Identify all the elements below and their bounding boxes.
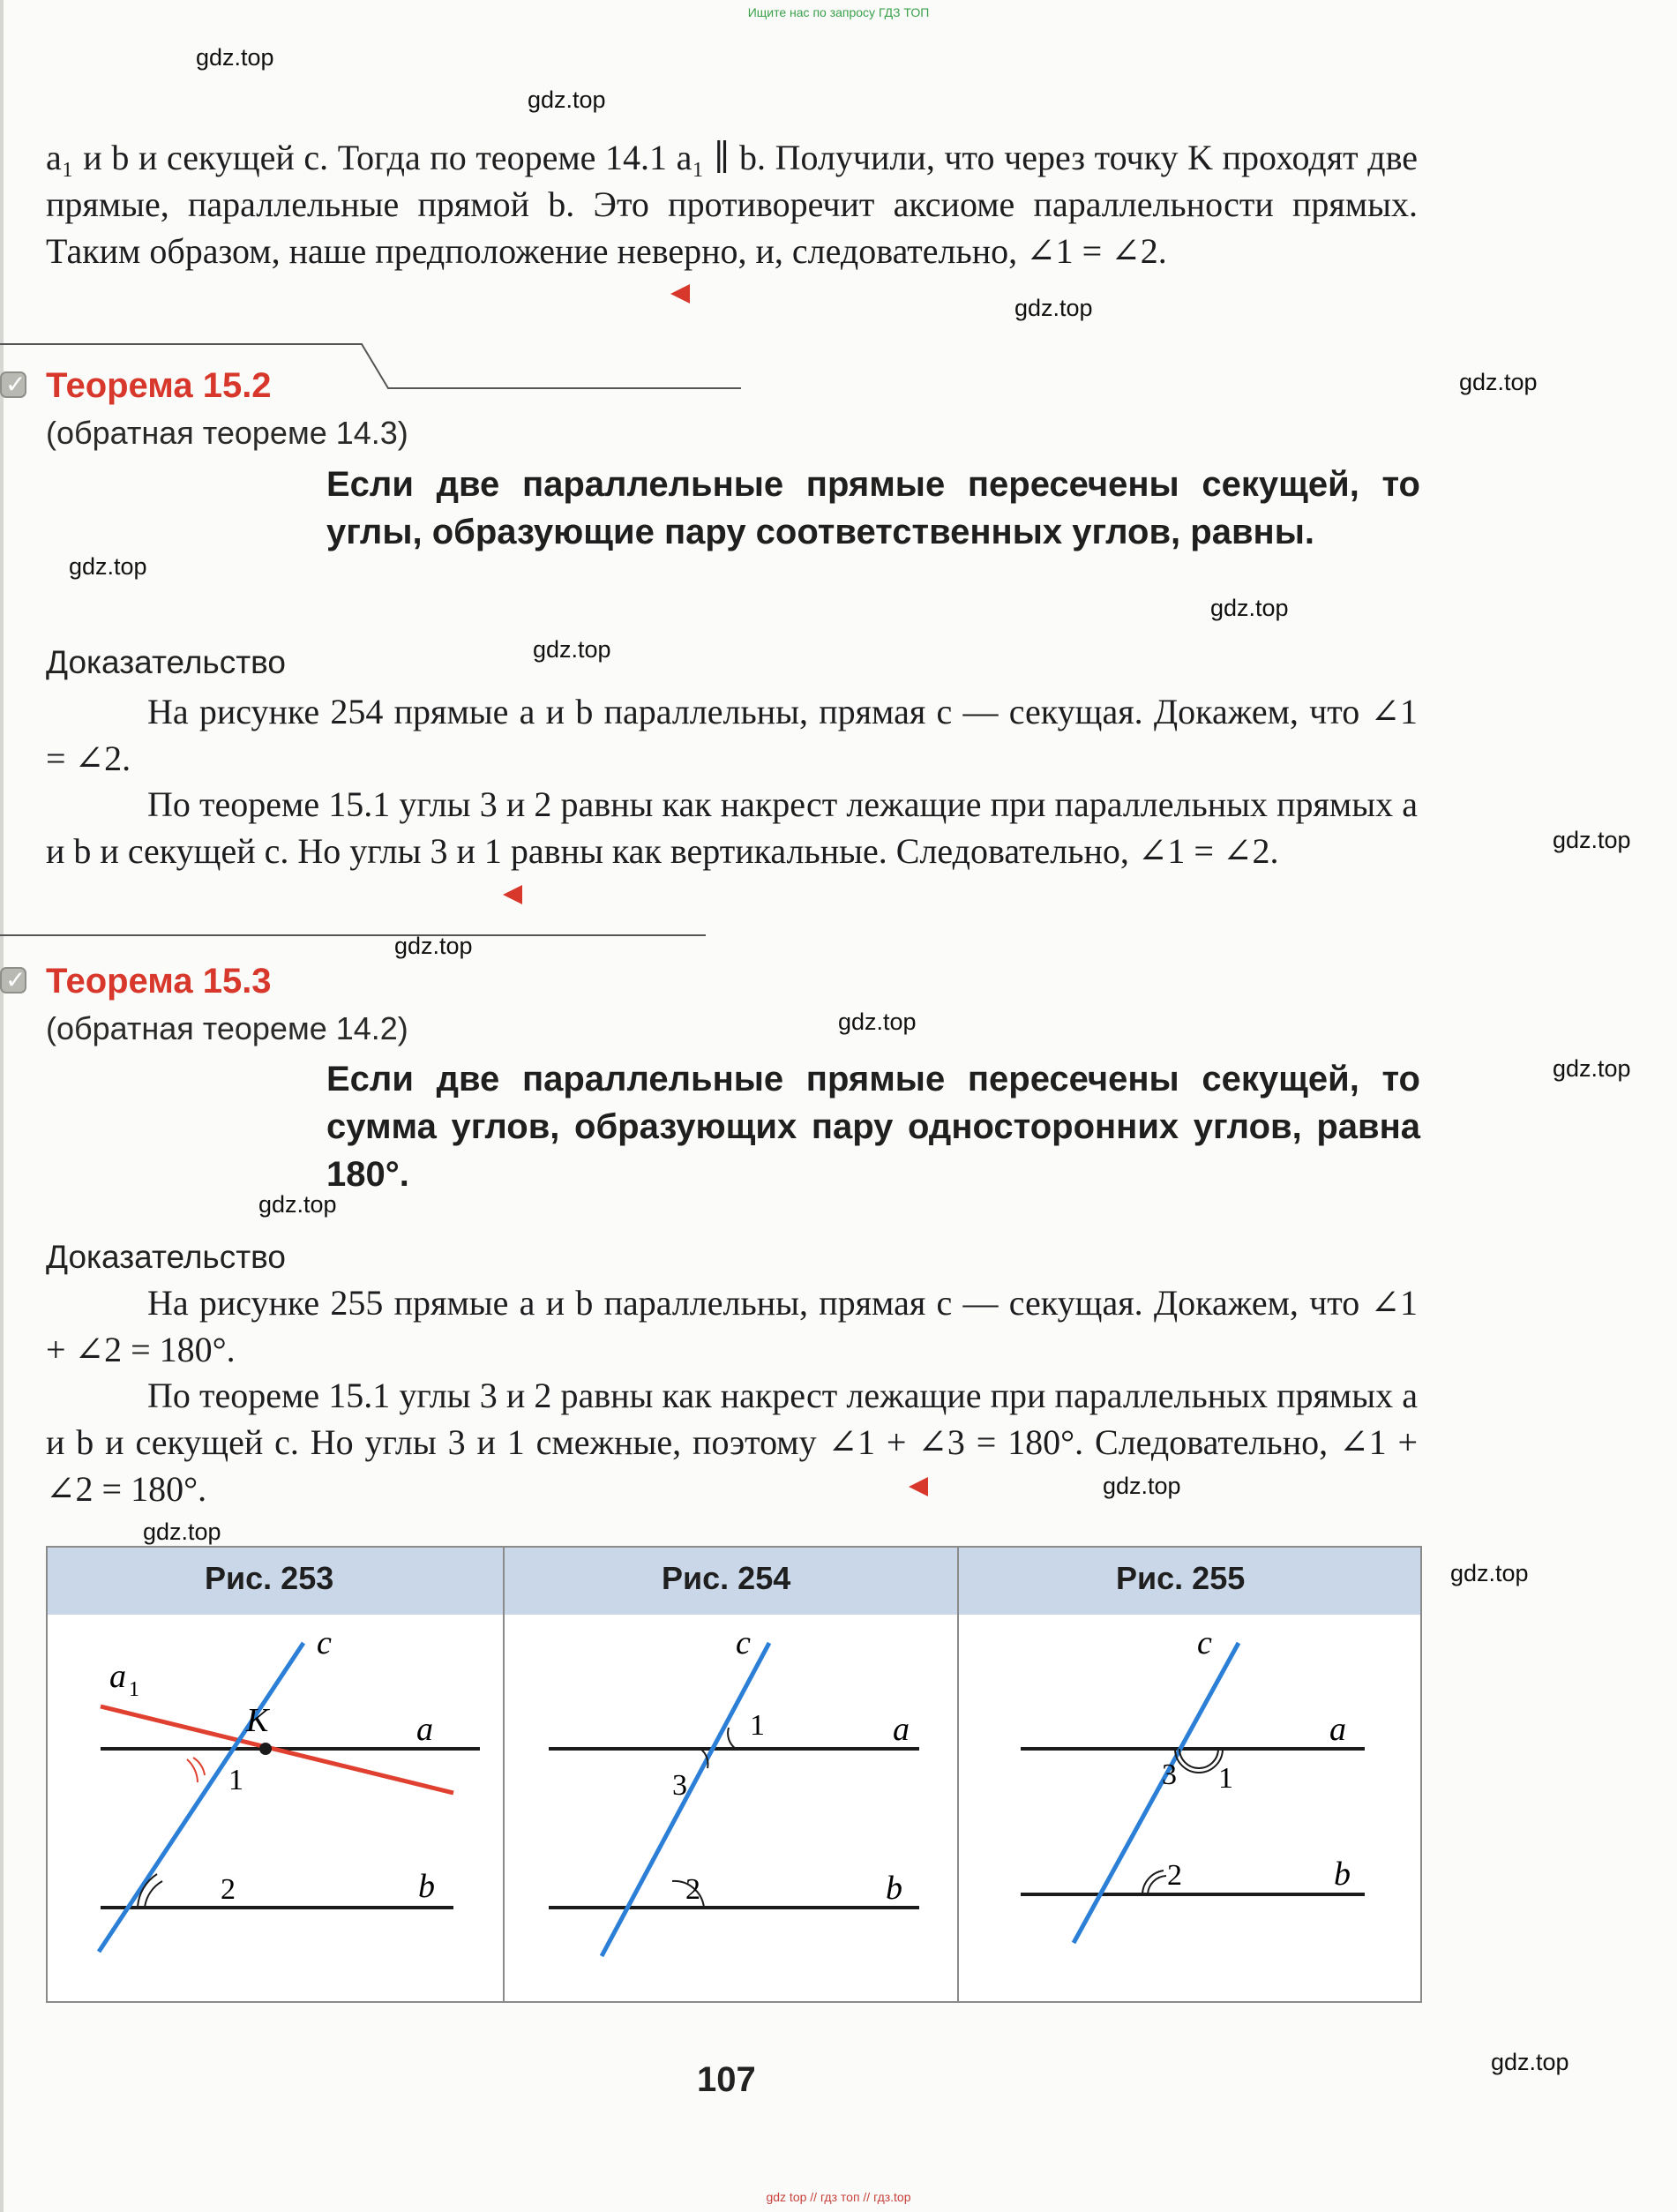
watermark: gdz.top (258, 1191, 337, 1218)
watermark: gdz.top (1553, 1055, 1631, 1082)
theorem-15-3-statement: Если две параллельные прямые пересечены секущей, то сумма углов, образующих пару односторонних углов, равна 180°. (326, 1060, 1420, 1194)
watermark: gdz.top (143, 1518, 221, 1545)
proof-15-2-p1: На рисунке 254 прямые a и b параллельны, прямая c — секущая. Докажем, что ∠1 = ∠2. (46, 692, 1418, 778)
checkmark-icon (0, 967, 26, 994)
end-of-proof-marker (670, 284, 690, 304)
theorem-15-2-subtitle: (обратная теореме 14.3) (46, 415, 408, 451)
label-b: b (1334, 1856, 1351, 1893)
paragraph-intro: a₁ и b и секущей c. Тогда по теореме 14.1 a₁ ∥ b. Получили, что через точку K проходят две прямые, параллельные прямой b. Это противоречит аксиоме параллельности прямых. Таким образом, наше предположение неверно, и, следовательно, ∠1 = ∠2. (46, 138, 1418, 271)
figure-253-drawing (48, 1616, 501, 1999)
end-of-proof-marker (503, 885, 522, 904)
figure-253-caption: Рис. 253 (205, 1560, 334, 1596)
label-angle-3: 3 (672, 1769, 687, 1802)
label-a1: a (109, 1658, 126, 1695)
figure-255-drawing (959, 1616, 1420, 1999)
label-angle-3: 3 (1162, 1758, 1177, 1791)
proof-heading: Доказательство (46, 1239, 286, 1275)
watermark: gdz.top (1103, 1473, 1181, 1499)
label-a1-subscript: 1 (129, 1678, 139, 1701)
label-c: c (317, 1624, 332, 1661)
figure-255-caption: Рис. 255 (1116, 1560, 1246, 1596)
proof-15-2-p2: По теореме 15.1 углы 3 и 2 равны как накрест лежащие при параллельных прямых a и b и секущей c. Но углы 3 и 1 равны как вертикальные. Следовательно, ∠1 = ∠2. (46, 784, 1418, 871)
label-angle-2: 2 (1167, 1859, 1182, 1892)
watermark: gdz.top (1450, 1560, 1529, 1586)
label-a: a (416, 1711, 433, 1748)
label-angle-1: 1 (750, 1709, 765, 1742)
proof-heading: Доказательство (46, 644, 286, 680)
figure-254-caption: Рис. 254 (662, 1560, 791, 1596)
label-b: b (886, 1870, 902, 1907)
label-angle-2: 2 (221, 1873, 236, 1906)
watermark: gdz.top (1210, 595, 1289, 621)
label-angle-2: 2 (685, 1873, 700, 1906)
watermark: gdz.top (196, 44, 274, 71)
checkmark-icon (0, 371, 26, 398)
end-of-proof-marker (909, 1477, 928, 1496)
label-b: b (418, 1868, 435, 1905)
proof-15-3-p1: На рисунке 255 прямые a и b параллельны, прямая c — секущая. Докажем, что ∠1 + ∠2 = 180°. (46, 1283, 1418, 1369)
page-edge-shadow (0, 0, 4, 2212)
watermark: gdz.top (528, 86, 606, 113)
label-a: a (1329, 1711, 1346, 1748)
theorem-15-3-title: Теорема 15.3 (46, 962, 272, 1001)
watermark: gdz.top (838, 1009, 917, 1035)
header-site-line: Ищите нас по запросу ГДЗ ТОП (747, 5, 930, 19)
theorem-15-3-subtitle: (обратная теореме 14.2) (46, 1010, 408, 1046)
figure-254-drawing (505, 1616, 956, 1999)
footer-site-line: gdz top // гдз топ // гдз.top (766, 2190, 911, 2204)
label-angle-1: 1 (1218, 1762, 1233, 1795)
theorem-divider (0, 931, 706, 940)
page-number: 107 (697, 2060, 756, 2099)
label-K: K (246, 1702, 269, 1739)
watermark: gdz.top (533, 636, 611, 663)
label-angle-1: 1 (228, 1764, 243, 1796)
watermark: gdz.top (1491, 2049, 1569, 2075)
theorem-15-2-title: Теорема 15.2 (46, 366, 272, 405)
proof-15-3-p2: По теореме 15.1 углы 3 и 2 равны как накрест лежащие при параллельных прямых a и b и секущей c. Но углы 3 и 1 смежные, поэтому ∠1 + ∠3 = 180°. Следовательно, ∠1 + ∠2 = 180°. (46, 1376, 1418, 1509)
transversal-c (1074, 1643, 1239, 1943)
theorem-15-2-statement: Если две параллельные прямые пересечены секущей, то углы, образующие пару соответственных углов, равны. (326, 465, 1420, 551)
watermark: gdz.top (394, 933, 473, 959)
watermark: gdz.top (69, 553, 147, 580)
label-a: a (893, 1711, 910, 1748)
watermark: gdz.top (1553, 827, 1631, 853)
label-c: c (736, 1624, 751, 1661)
watermark: gdz.top (1459, 369, 1538, 395)
watermark: gdz.top (1014, 295, 1093, 321)
label-c: c (1197, 1624, 1212, 1661)
